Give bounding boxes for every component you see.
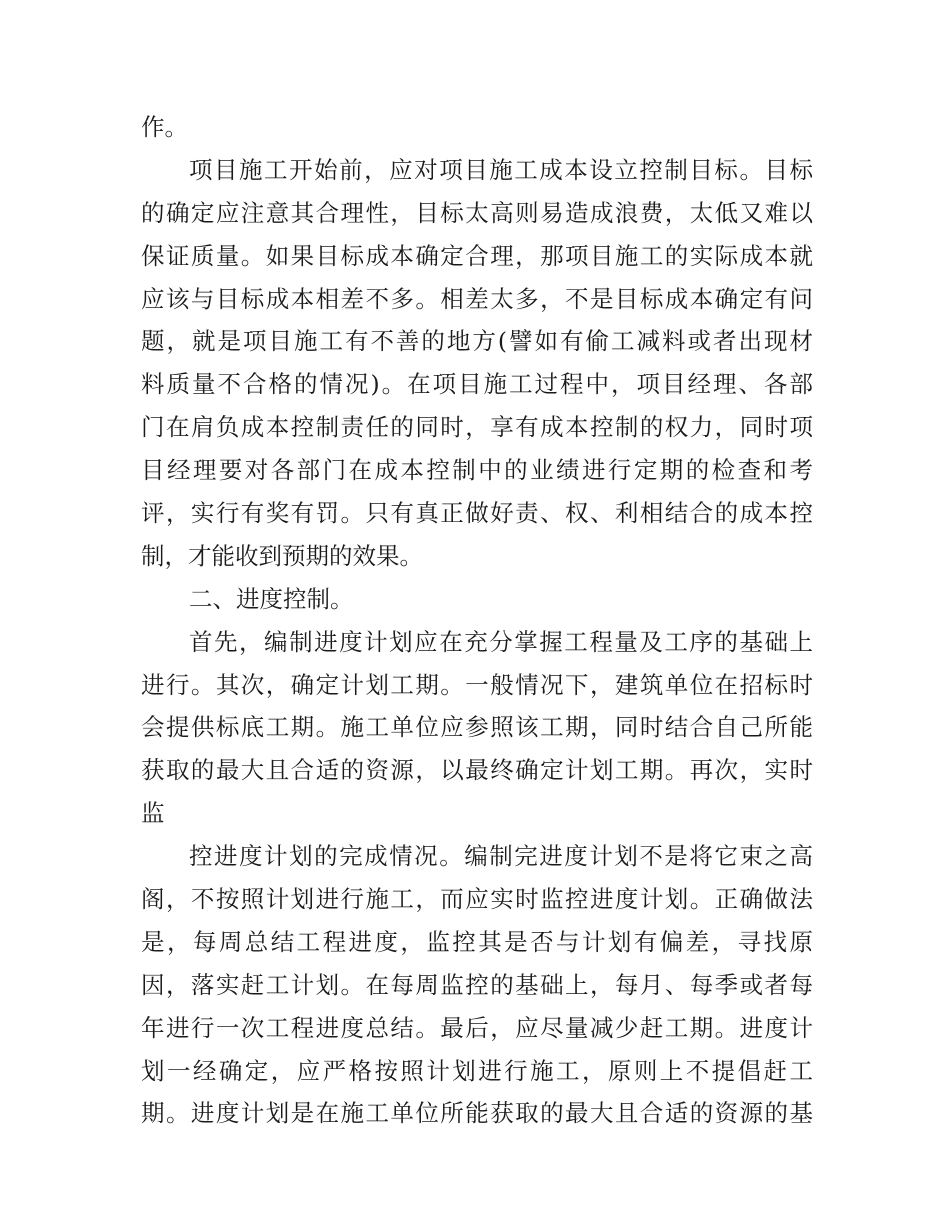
text-line: 评，实行有奖有罚。只有真正做好责、权、利相结合的成本控: [141, 499, 813, 528]
text-line: 进行。其次，确定计划工期。一般情况下，建筑单位在招标时: [141, 670, 813, 699]
text-line: 划一经确定，应严格按照计划进行施工，原则上不提倡赶工: [141, 1056, 813, 1085]
text-line: 门在肩负成本控制责任的同时，享有成本控制的权力，同时项: [141, 413, 813, 442]
text-line: 阁，不按照计划进行施工，而应实时监控进度计划。正确做法: [141, 885, 813, 914]
body-text: [141, 106, 813, 1135]
text-line: 料质量不合格的情况)。在项目施工过程中，项目经理、各部: [141, 370, 813, 399]
text-line: 首先，编制进度计划应在充分掌握工程量及工序的基础上: [189, 627, 813, 656]
text-line: 目经理要对各部门在成本控制中的业绩进行定期的检查和考: [141, 456, 813, 485]
text-line: 作。: [141, 113, 188, 141]
text-line: 期。进度计划是在施工单位所能获取的最大且合适的资源的基: [141, 1099, 813, 1128]
text-line: 二、进度控制。: [189, 584, 354, 613]
text-line: 应该与目标成本相差不多。相差太多，不是目标成本确定有问: [141, 284, 813, 313]
text-line: 是，每周总结工程进度，监控其是否与计划有偏差，寻找原: [141, 927, 813, 956]
text-line: 年进行一次工程进度总结。最后，应尽量减少赶工期。进度计: [141, 1013, 813, 1042]
text-line: 保证质量。如果目标成本确定合理，那项目施工的实际成本就: [141, 241, 813, 270]
text-line: 的确定应注意其合理性，目标太高则易造成浪费，太低又难以: [141, 198, 813, 227]
text-line: 控进度计划的完成情况。编制完进度计划不是将它束之高: [189, 842, 813, 871]
text-line: 因，落实赶工计划。在每周监控的基础上，每月、每季或者每: [141, 970, 813, 999]
text-line: 题，就是项目施工有不善的地方(譬如有偷工减料或者出现材: [141, 327, 813, 356]
text-line: 制，才能收到预期的效果。: [141, 541, 423, 570]
text-line: 获取的最大且合适的资源，以最终确定计划工期。再次，实时: [141, 756, 813, 785]
text-line: 监: [141, 799, 165, 828]
text-line: 会提供标底工期。施工单位应参照该工期，同时结合自己所能: [141, 713, 813, 742]
text-line: 项目施工开始前，应对项目施工成本设立控制目标。目标: [189, 155, 813, 184]
